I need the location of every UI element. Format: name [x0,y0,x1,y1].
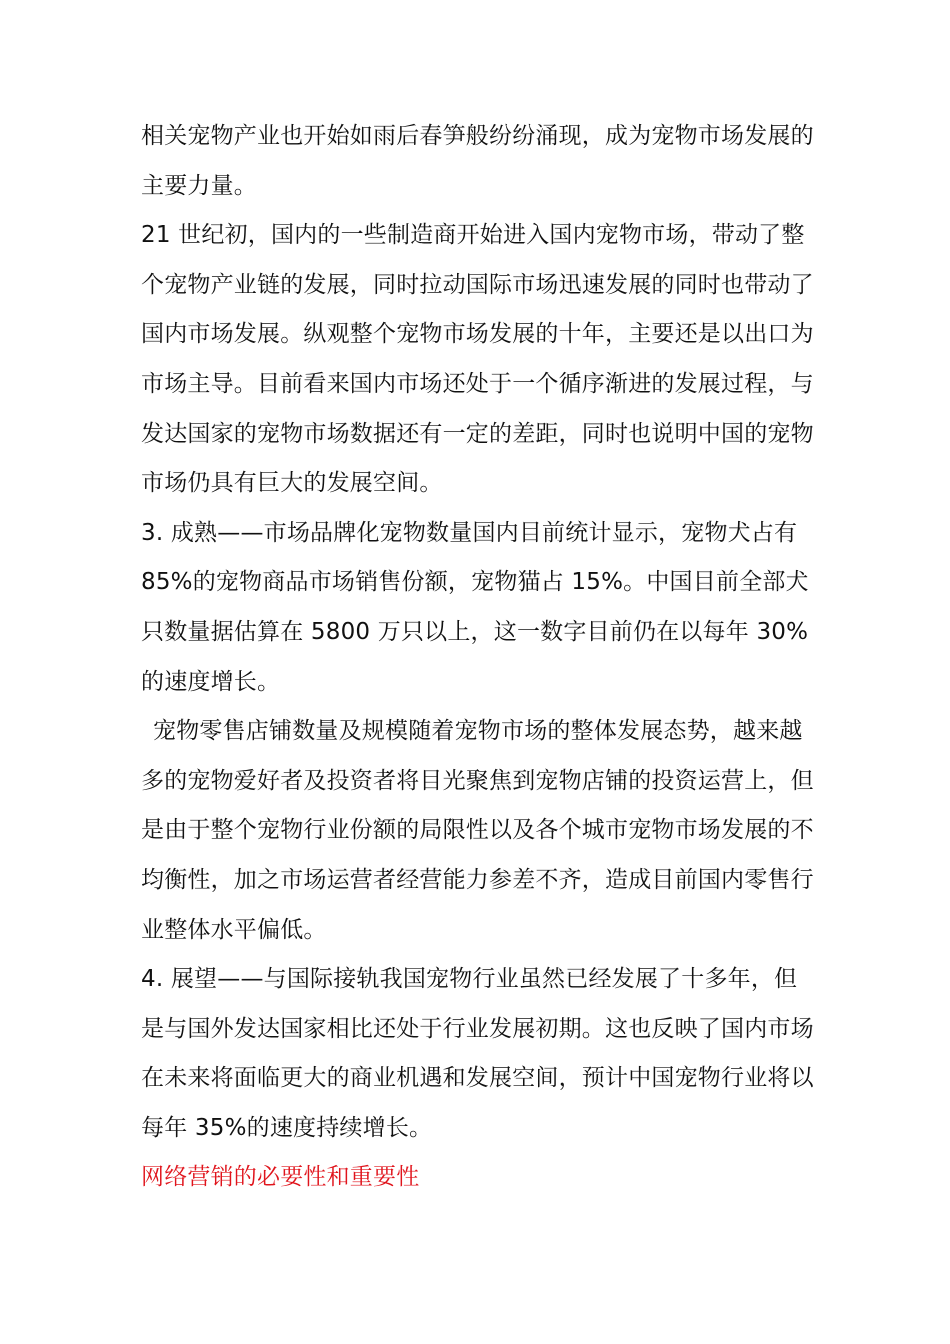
paragraph-line: 每年 35%的速度持续增长。 [141,1114,433,1141]
document-body [141,112,821,1203]
paragraph-line: 4. 展望——与国际接轨我国宠物行业虽然已经发展了十多年，但 [141,966,798,993]
paragraph-line: 个宠物产业链的发展，同时拉动国际市场迅速发展的同时也带动了 [141,271,814,298]
paragraph-line: 21 世纪初，国内的一些制造商开始进入国内宠物市场，带动了整 [141,222,805,249]
paragraph-line: 主要力量。 [141,172,257,199]
paragraph-line: 是与国外发达国家相比还处于行业发展初期。这也反映了国内市场 [141,1015,814,1042]
paragraph-line: 市场仍具有巨大的发展空间。 [141,470,443,497]
paragraph-line: 在未来将面临更大的商业机遇和发展空间，预计中国宠物行业将以 [141,1065,814,1092]
paragraph-line: 国内市场发展。纵观整个宠物市场发展的十年，主要还是以出口为 [141,321,814,348]
paragraph-line: 业整体水平偏低。 [141,916,327,943]
paragraph-line: 85%的宠物商品市场销售份额，宠物猫占 15%。中国目前全部犬 [141,569,809,596]
paragraph-line: 是由于整个宠物行业份额的局限性以及各个城市宠物市场发展的不 [141,817,814,844]
paragraph-line: 的速度增长。 [141,668,281,695]
paragraph-line: 多的宠物爱好者及投资者将目光聚焦到宠物店铺的投资运营上，但 [141,767,814,794]
paragraph-line: 只数量据估算在 5800 万只以上，这一数字目前仍在以每年 30% [141,618,809,645]
paragraph-line: 相关宠物产业也开始如雨后春笋般纷纷涌现，成为宠物市场发展的 [141,123,814,149]
section-heading: 网络营销的必要性和重要性 [141,1164,420,1191]
paragraph-line: 3. 成熟——市场品牌化宠物数量国内目前统计显示，宠物犬占有 [141,519,798,546]
paragraph-line: 发达国家的宠物市场数据还有一定的差距，同时也说明中国的宠物 [141,420,814,447]
paragraph-line: 市场主导。目前看来国内市场还处于一个循序渐进的发展过程，与 [141,370,814,397]
paragraph-line: 宠物零售店铺数量及规模随着宠物市场的整体发展态势，越来越 [153,718,803,745]
paragraph-line: 均衡性，加之市场运营者经营能力参差不齐，造成目前国内零售行 [141,866,814,893]
